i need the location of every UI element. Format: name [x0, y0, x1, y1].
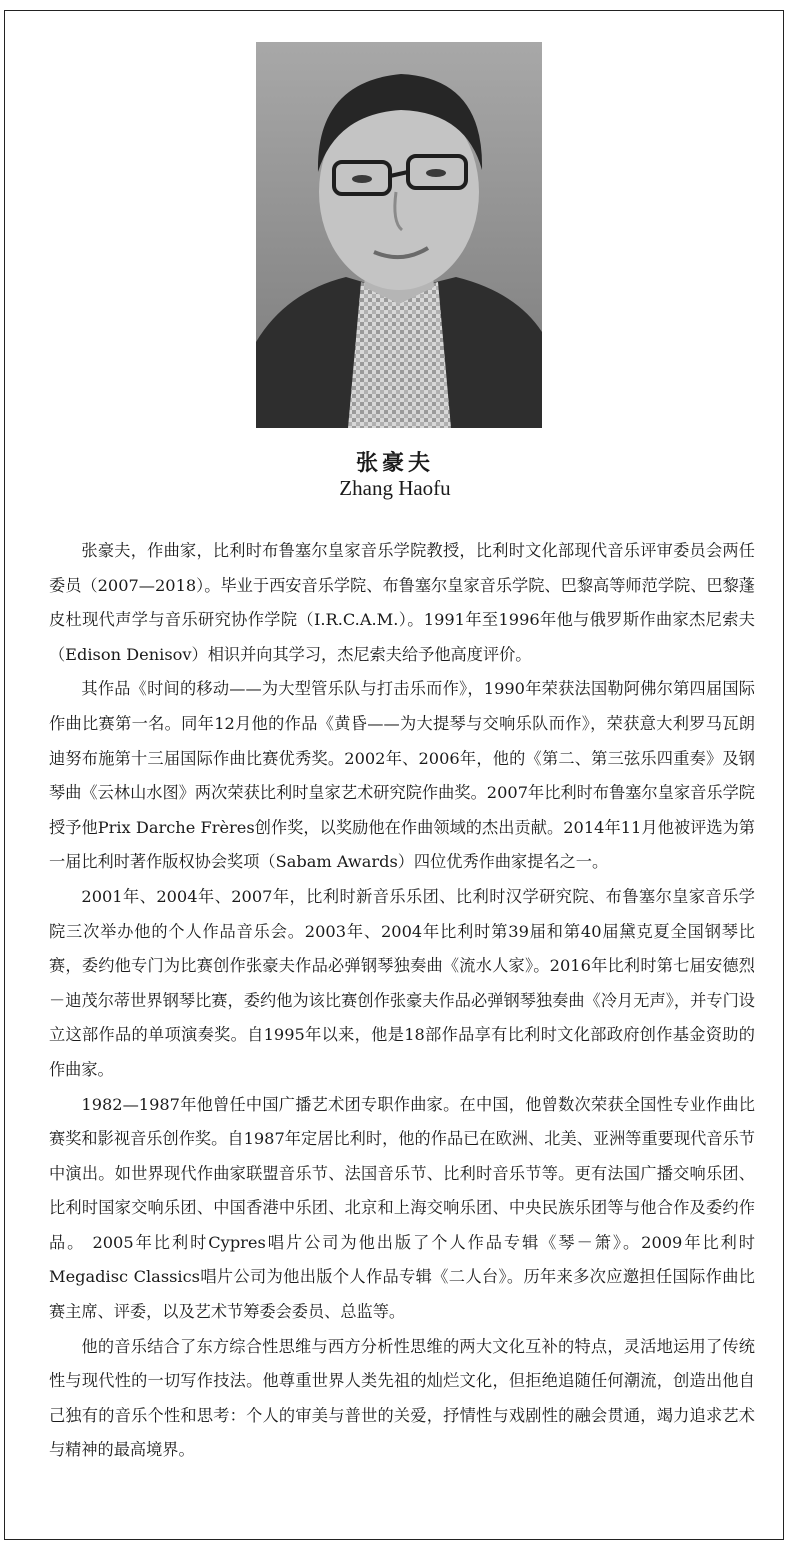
- portrait-illustration: [256, 42, 542, 428]
- portrait-photo-icon: [256, 42, 542, 428]
- bio-paragraph: 他的音乐结合了东方综合性思维与西方分析性思维的两大文化互补的特点，灵活地运用了传统性与现代性的一切写作技法。他尊重世界人类先祖的灿烂文化，但拒绝追随任何潮流，创造出他自己独有的音乐个性和思考：个人的审美与普世的关爱，抒情性与戏剧性的融会贯通，竭力追求艺术与精神的最高境界。: [49, 1336, 755, 1460]
- bio-paragraph: 张豪夫，作曲家，比利时布鲁塞尔皇家音乐学院教授，比利时文化部现代音乐评审委员会两任委员（2007—2018）。毕业于西安音乐学院、布鲁塞尔皇家音乐学院、巴黎高等师范学院、巴黎蓬皮杜现代声学与音乐研究协作学院（I.R.C.A.M.）。1991年至1996年他与俄罗斯作曲家杰尼索夫（Edison Denisov）相识并向其学习，杰尼索夫给予他高度评价。: [49, 541, 755, 664]
- bio-paragraph: 1982—1987年他曾任中国广播艺术团专职作曲家。在中国，他曾数次荣获全国性专业作曲比赛奖和影视音乐创作奖。自1987年定居比利时，他的作品已在欧洲、北美、亚洲等重要现代音乐节中演出。如世界现代作曲家联盟音乐节、法国音乐节、比利时音乐节等。更有法国广播交响乐团、比利时国家交响乐团、中国香港中乐团、北京和上海交响乐团、中央民族乐团等与他合作及委约作品。 2005年比利时Cypres唱片公司为他出版了个人作品专辑《琴－箫》。2009年比利时Megadisc Classics唱片公司为他出版个人作品专辑《二人台》。历年来多次应邀担任国际作曲比赛主席、评委，以及艺术节筹委会委员、总监等。: [49, 1094, 755, 1322]
- biography: [49, 534, 755, 1468]
- name-english: Zhang Haofu: [339, 476, 451, 500]
- name-chinese: 张豪夫: [355, 450, 434, 476]
- bio-paragraph: 2001年、2004年、2007年，比利时新音乐乐团、比利时汉学研究院、布鲁塞尔皇家音乐学院三次举办他的个人作品音乐会。2003年、2004年比利时第39届和第40届黛克夏全国钢琴比赛，委约他专门为比赛创作张豪夫作品必弹钢琴独奏曲《流水人家》。2016年比利时第七届安德烈－迪茂尔蒂世界钢琴比赛，委约他为该比赛创作张豪夫作品必弹钢琴独奏曲《冷月无声》，并专门设立这部作品的单项演奏奖。自1995年以来，他是18部作品享有比利时文化部政府创作基金资助的作曲家。: [49, 886, 755, 1079]
- bio-paragraph: 其作品《时间的移动——为大型管乐队与打击乐而作》，1990年荣获法国勒阿佛尔第四届国际作曲比赛第一名。同年12月他的作品《黄昏——为大提琴与交响乐队而作》，荣获意大利罗马瓦朗迪努布施第十三届国际作曲比赛优秀奖。2002年、2006年，他的《第二、第三弦乐四重奏》及钢琴曲《云林山水图》两次荣获比利时皇家艺术研究院作曲奖。2007年比利时布鲁塞尔皇家音乐学院授予他Prix Darche Frères创作奖，以奖励他在作曲领域的杰出贡献。2014年11月他被评选为第一届比利时著作版权协会奖项（Sabam Awards）四位优秀作曲家提名之一。: [49, 679, 755, 872]
